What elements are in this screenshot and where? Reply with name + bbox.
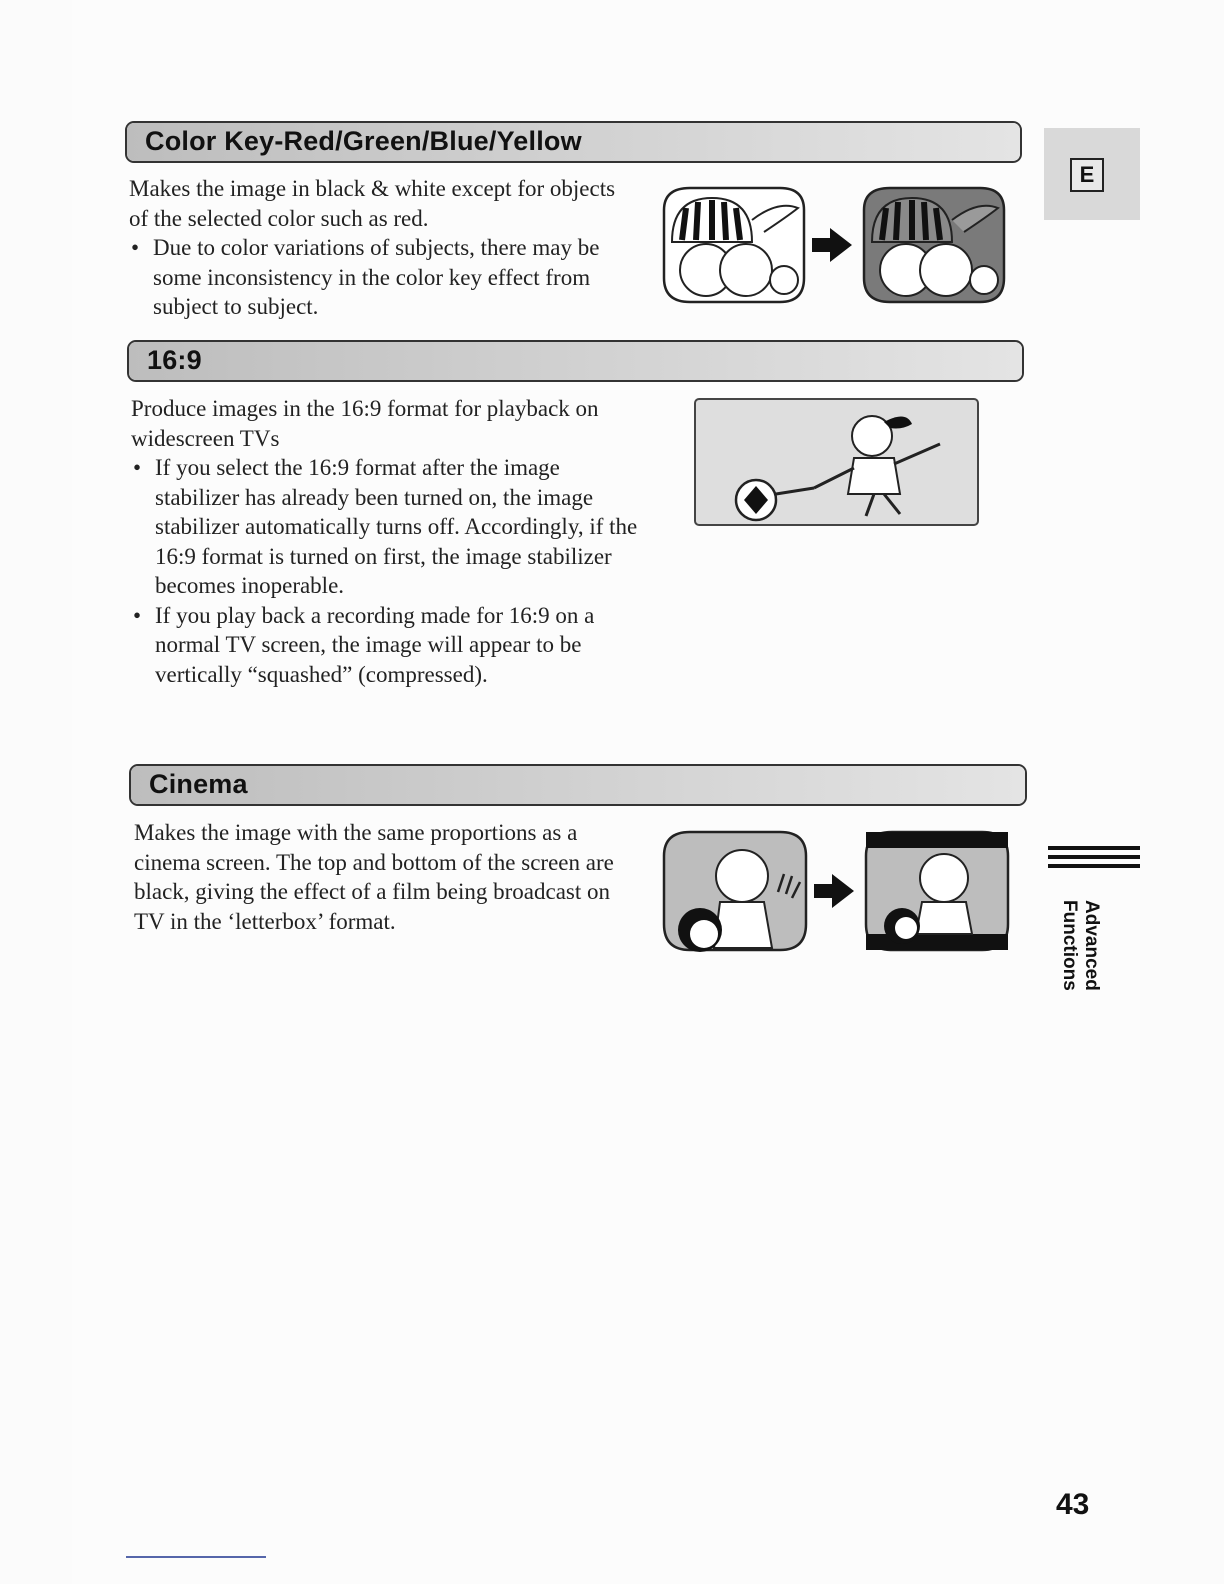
section-title: Cinema	[149, 769, 248, 799]
section-header-cinema	[129, 764, 1027, 806]
widescreen-illustration	[694, 398, 980, 528]
normal-frame	[664, 832, 806, 952]
language-tab-letter: E	[1070, 158, 1104, 192]
arrow-right-icon	[812, 228, 852, 262]
arrow-right-icon	[814, 874, 854, 908]
section-marker-bars	[1048, 846, 1140, 873]
section-title: 16:9	[147, 345, 202, 375]
bullet-list	[129, 233, 639, 322]
section-intro: Makes the image in black & white except for objects of the selected color such as red.	[129, 176, 616, 231]
section-title: Color Key-Red/Green/Blue/Yellow	[145, 126, 582, 156]
footer-rule	[126, 1556, 266, 1558]
bullet-item: • If you select the 16:9 format after the image stabilizer has already been turned on, the image stabilizer automatically turns off. Accordingly, if the 16:9 format is turned on first, the image stabilizer becomes inoperable.	[131, 453, 641, 601]
section-header-color-key	[125, 121, 1022, 163]
bullet-list	[131, 453, 641, 689]
bullet-item: • If you play back a recording made for 16:9 on a normal TV screen, the image will appear to be vertically “squashed” (compressed).	[131, 601, 641, 690]
fruit-bw-frame	[664, 188, 804, 302]
section-body-cinema	[134, 818, 640, 936]
section-body-16-9	[131, 394, 641, 689]
page-number: 43	[1056, 1488, 1090, 1521]
fruit-color-frame	[864, 188, 1004, 302]
section-intro: Makes the image with the same proportions as a cinema screen. The top and bottom of the screen are black, giving the effect of a film being broadcast on TV in the ‘letterbox’ format.	[134, 820, 614, 934]
section-body-color-key	[129, 174, 639, 322]
side-section-line1: Advanced	[1081, 900, 1102, 991]
section-header-16-9	[127, 340, 1024, 382]
section-intro: Produce images in the 16:9 format for playback on widescreen TVs	[131, 396, 599, 451]
side-section-line2: Functions	[1059, 900, 1080, 991]
bullet-item: • Due to color variations of subjects, there may be some inconsistency in the color key effect from subject to subject.	[129, 233, 639, 322]
letterbox-frame	[866, 832, 1008, 950]
language-tab	[1044, 128, 1140, 220]
color-key-illustration	[660, 180, 1010, 308]
cinema-illustration	[660, 826, 1012, 956]
side-section-label	[1044, 900, 1104, 1010]
